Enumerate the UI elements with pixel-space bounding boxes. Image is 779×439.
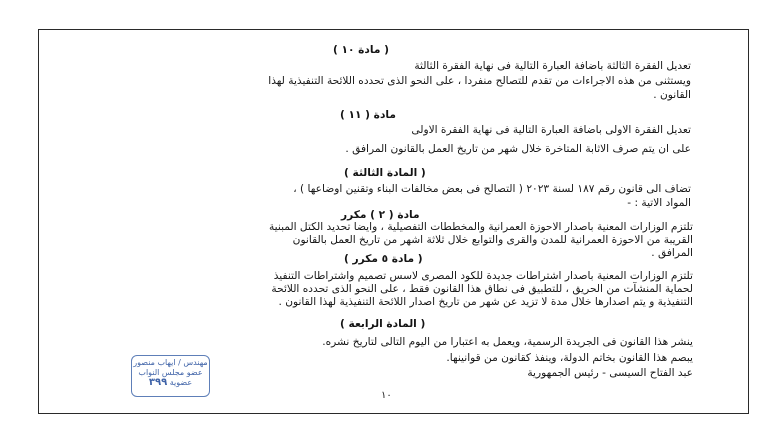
article-5bis-line-3: التنفيذية و يتم اصدارها خلال مدة لا تزيد عن شهر من تاريخ اصدار اللائحة التنفيذية لهذا القانون . [278,296,693,308]
article-third-line-1: تضاف الى قانون رقم ١٨٧ لسنة ٢٠٢٣ ( التصالح فى بعض مخالفات البناء وتقنين اوضاعها ) ، [293,183,691,195]
article-2bis-line-1: تلتزم الوزارات المعنية باصدار الاحوزة العمرانية والمخططات التفصيلية ، وايضا تحديد الكتل المبنية [269,221,693,233]
seal-line: يبصم هذا القانون بخاتم الدولة، وينفذ كقانون من قوانينها. [446,352,693,364]
stamp-membership [132,377,209,388]
article-10-line-2: ويستثنى من هذه الاجراءات من تقدم للتصالح منفردا ، على النحو الذى تحدده اللائحة التنفيذية لهذا [268,75,691,87]
article-fourth-heading: ( المادة الرابعة ) [340,318,426,330]
article-10-heading: ( مادة ١٠ ) [333,44,389,56]
article-third-line-2: المواد الاتية : - [627,197,691,209]
stamp-membership-label: عضوية [169,378,193,387]
article-5bis-line-2: لحماية المنشآت من الحريق ، للتطبيق فى نطاق هذا القانون فقط ، على النحو الذى تحدده اللائحة [271,283,693,295]
article-2bis-line-3: المرافق . [651,247,693,259]
signature-line: عبد الفتاح السيسى - رئيس الجمهورية [527,367,693,379]
page-number: ١٠ [381,390,392,401]
publication-line: ينشر هذا القانون فى الجريدة الرسمية، ويعمل به اعتبارا من اليوم التالى لتاريخ نشره. [322,336,693,348]
mp-stamp [131,355,210,397]
stamp-title: عضو مجلس النواب [138,367,203,377]
article-11-heading: مادة ( ١١ ) [340,109,396,121]
article-2bis-heading: مادة ( ٢ ) مكرر [341,209,420,221]
article-11-line-2: على ان يتم صرف الاثابة المتاخرة خلال شهر من تاريخ العمل بالقانون المرافق . [345,143,691,155]
article-third-heading: ( المادة الثالثة ) [344,167,426,179]
article-5bis-line-1: تلتزم الوزارات المعنية باصدار اشتراطات جديدة للكود المصرى لاسس تصميم واشتراطات التنفيذ [273,270,693,282]
article-10-line-1: تعديل الفقرة الثالثة باضافة العبارة التالية فى نهاية الفقرة الثالثة [414,60,691,72]
stamp-name: مهندس / ايهاب منصور [133,358,208,367]
article-5bis-heading: ( مادة ٥ مكرر ) [344,253,423,265]
article-10-line-3: القانون . [653,89,691,101]
article-2bis-line-2: القريبة من الاحوزة العمرانية للمدن والقرى والتوابع خلال ثلاثة اشهر من تاريخ العمل بالقانون [292,234,693,246]
stamp-membership-number: ٣٩٩ [148,377,168,388]
article-11-line-1: تعديل الفقرة الاولى باضافة العبارة التالية فى نهاية الفقرة الاولى [411,124,691,136]
